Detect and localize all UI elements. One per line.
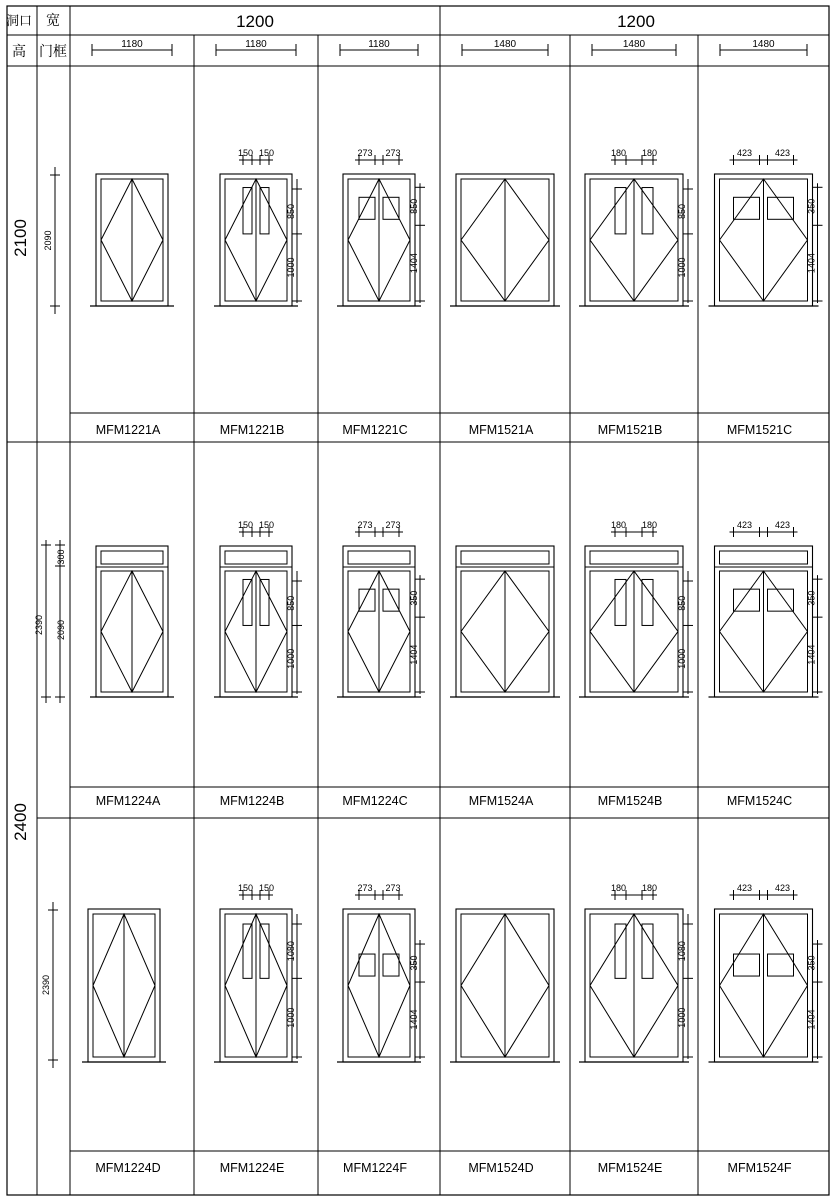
side-dim-value: 1404 bbox=[409, 1009, 419, 1030]
side-dim-value: 850 bbox=[677, 203, 687, 219]
window-width-value: 180 bbox=[610, 148, 627, 158]
row-height-2400: 2400 bbox=[11, 803, 30, 841]
vision-panel-left bbox=[359, 589, 375, 611]
window-width-value: 423 bbox=[774, 883, 791, 893]
window-width-value: 273 bbox=[385, 883, 401, 893]
frame-width-dimensions bbox=[92, 39, 807, 56]
vision-panel-left bbox=[359, 197, 375, 219]
door-mfm1524f bbox=[709, 883, 823, 1062]
transom-panel bbox=[225, 551, 287, 564]
vision-panel-left bbox=[243, 188, 252, 234]
side-dim-value: 1404 bbox=[409, 644, 419, 665]
model-label: MFM1521B bbox=[597, 423, 663, 437]
model-label: MFM1224E bbox=[219, 1161, 285, 1175]
vision-panel-right bbox=[260, 924, 269, 978]
vision-panel-left bbox=[615, 924, 626, 978]
group-width-2: 1200 bbox=[617, 12, 655, 31]
transom-panel bbox=[461, 551, 549, 564]
height-label: 高 bbox=[12, 43, 26, 59]
window-width-value: 180 bbox=[610, 883, 627, 893]
window-width-value: 423 bbox=[774, 520, 791, 530]
height-dim-value: 2390 bbox=[41, 974, 51, 996]
window-width-value: 180 bbox=[641, 883, 658, 893]
model-label: MFM1224F bbox=[343, 1161, 407, 1175]
window-width-value: 150 bbox=[237, 883, 254, 893]
side-dim-value: 1000 bbox=[677, 257, 687, 278]
frame-width-value: 1180 bbox=[245, 39, 267, 50]
vision-panel-left bbox=[243, 579, 252, 625]
vision-panel-right bbox=[383, 954, 399, 976]
window-width-value: 423 bbox=[736, 883, 753, 893]
door-mfm1224c bbox=[337, 520, 425, 697]
vision-panel-left bbox=[615, 579, 626, 625]
frame-label: 门框 bbox=[39, 43, 67, 59]
side-dim-value: 1000 bbox=[286, 648, 296, 669]
door-mfm1524e bbox=[579, 883, 693, 1062]
frame-width-value: 1480 bbox=[622, 39, 646, 50]
door-mfm1224b bbox=[214, 520, 302, 697]
side-dim-value: 350 bbox=[806, 590, 817, 606]
transom-panel bbox=[720, 551, 808, 564]
window-width-value: 150 bbox=[258, 883, 275, 893]
door-mfm1524c bbox=[709, 520, 823, 697]
window-width-value: 150 bbox=[258, 148, 275, 158]
window-width-value: 423 bbox=[736, 148, 753, 158]
door-mfm1221a bbox=[90, 174, 174, 306]
model-label: MFM1221A bbox=[95, 423, 161, 437]
vision-panel-right bbox=[383, 197, 399, 219]
side-dim-value: 850 bbox=[286, 595, 296, 611]
side-dim-value: 350 bbox=[409, 590, 419, 606]
opening-label: 洞口 bbox=[5, 13, 33, 28]
frame-height-dimensions bbox=[34, 167, 66, 1068]
side-dim-value: 1000 bbox=[677, 1007, 687, 1028]
frame-width-value: 1180 bbox=[121, 39, 143, 50]
width-label: 宽 bbox=[46, 12, 60, 28]
window-width-value: 273 bbox=[357, 883, 373, 893]
window-width-value: 273 bbox=[357, 520, 373, 530]
door-mfm1224d bbox=[82, 909, 166, 1062]
vision-panel-right bbox=[383, 589, 399, 611]
door-mfm1524a bbox=[450, 546, 560, 697]
door-mfm1221c bbox=[337, 148, 425, 306]
height-dim-value: 300 bbox=[56, 549, 66, 565]
frame-width-value: 1480 bbox=[752, 39, 775, 50]
vision-panel-right bbox=[642, 188, 653, 234]
window-width-value: 180 bbox=[641, 148, 658, 158]
frame-width-value: 1480 bbox=[493, 39, 517, 50]
side-dim-value: 1000 bbox=[286, 257, 296, 278]
door-mfm1524b bbox=[579, 520, 693, 697]
group-width-1: 1200 bbox=[236, 12, 274, 31]
window-width-value: 180 bbox=[641, 520, 658, 530]
door-mfm1521b bbox=[579, 148, 693, 306]
side-dim-value: 1404 bbox=[806, 253, 817, 274]
vision-panel-left bbox=[243, 924, 252, 978]
side-dim-value: 1080 bbox=[286, 941, 296, 962]
vision-panel-left bbox=[359, 954, 375, 976]
model-label: MFM1524F bbox=[727, 1161, 792, 1175]
height-dim-value: 2090 bbox=[43, 230, 53, 251]
vision-panel-right bbox=[260, 579, 269, 625]
model-label: MFM1524B bbox=[597, 794, 663, 808]
side-dim-value: 850 bbox=[677, 595, 687, 611]
door-mfm1221b bbox=[214, 148, 302, 306]
window-width-value: 150 bbox=[237, 520, 254, 530]
side-dim-value: 350 bbox=[409, 955, 419, 971]
door-mfm1521c bbox=[709, 148, 823, 306]
window-width-value: 423 bbox=[774, 148, 791, 158]
transom-panel bbox=[101, 551, 163, 564]
side-dim-value: 1404 bbox=[409, 253, 419, 274]
window-width-value: 150 bbox=[237, 148, 254, 158]
model-label: MFM1221B bbox=[219, 423, 285, 437]
window-width-value: 273 bbox=[357, 148, 373, 158]
side-dim-value: 1000 bbox=[677, 648, 687, 669]
door-mfm1224e bbox=[214, 883, 302, 1062]
model-label: MFM1521C bbox=[726, 423, 793, 437]
side-dim-value: 1404 bbox=[806, 644, 817, 665]
model-label: MFM1224C bbox=[342, 794, 408, 808]
model-label: MFM1524A bbox=[468, 794, 534, 808]
side-dim-value: 850 bbox=[286, 203, 296, 219]
door-mfm1521a bbox=[450, 174, 560, 306]
window-width-value: 150 bbox=[258, 520, 275, 530]
vision-panel-right bbox=[642, 924, 653, 978]
model-label: MFM1524D bbox=[468, 1161, 534, 1175]
row-height-2100: 2100 bbox=[11, 219, 30, 257]
vision-panel-right bbox=[768, 589, 794, 611]
side-dim-value: 1404 bbox=[806, 1009, 817, 1030]
window-width-value: 273 bbox=[385, 520, 401, 530]
model-label: MFM1224A bbox=[95, 794, 161, 808]
height-dim-value: 2390 bbox=[34, 614, 44, 636]
door-mfm1224f bbox=[337, 883, 425, 1062]
model-label: MFM1224D bbox=[95, 1161, 161, 1175]
transom-panel bbox=[590, 551, 678, 564]
model-label: MFM1224B bbox=[219, 794, 285, 808]
door-mfm1524d bbox=[450, 909, 560, 1062]
side-dim-value: 850 bbox=[409, 198, 419, 214]
side-dim-value: 1000 bbox=[286, 1007, 296, 1028]
door-elevations bbox=[82, 148, 823, 1062]
window-width-value: 180 bbox=[610, 520, 627, 530]
side-dim-value: 1080 bbox=[677, 941, 687, 962]
side-dim-value: 350 bbox=[806, 955, 817, 971]
model-label: MFM1521A bbox=[468, 423, 534, 437]
vision-panel-left bbox=[615, 188, 626, 234]
frame-width-value: 1180 bbox=[368, 39, 390, 50]
window-width-value: 423 bbox=[736, 520, 753, 530]
vision-panel-right bbox=[260, 188, 269, 234]
transom-panel bbox=[348, 551, 410, 564]
side-dim-value: 350 bbox=[806, 198, 817, 214]
window-width-value: 273 bbox=[385, 148, 401, 158]
model-label: MFM1524E bbox=[597, 1161, 663, 1175]
door-mfm1224a bbox=[90, 546, 174, 697]
height-dim-value: 2090 bbox=[56, 619, 66, 641]
vision-panel-left bbox=[734, 589, 760, 611]
model-label: MFM1221C bbox=[342, 423, 408, 437]
model-label: MFM1524C bbox=[726, 794, 793, 808]
vision-panel-right bbox=[642, 579, 653, 625]
